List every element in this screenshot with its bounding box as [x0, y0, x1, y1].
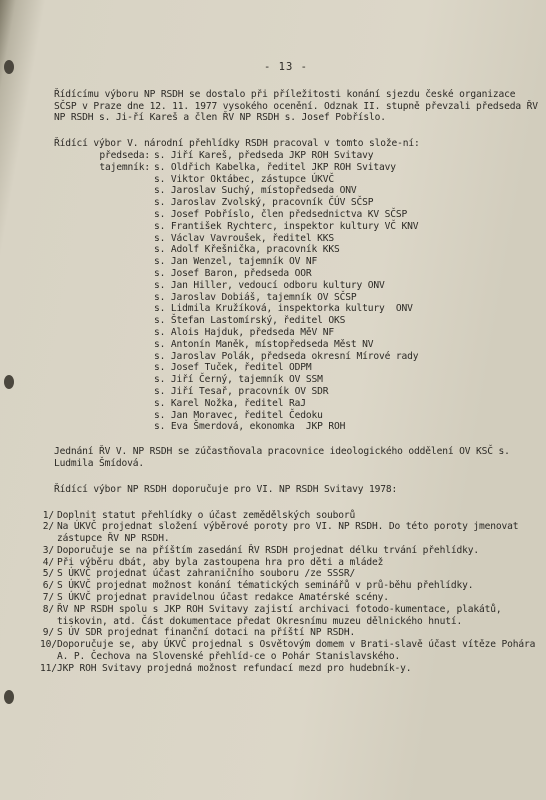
item-number: 1/: [42, 509, 54, 521]
recommendation-item: [42, 521, 538, 545]
member-name: s. Jiří Černý, tajemník OV SSM: [154, 374, 323, 386]
recommendation-item: [42, 568, 538, 580]
member-name: s. Oldřich Kabelka, ředitel JKP ROH Svitavy: [154, 161, 396, 173]
item-number: 8/: [42, 603, 54, 615]
item-text: Doporučuje se, aby ÚKVČ projednal s Osvětovým domem v Brati-slavě účast vítěze Pohára A. P. Čechova na Slovenské přehlíd-ce o Pohár Stanislavského.: [57, 639, 541, 663]
committee-member: [54, 268, 538, 280]
item-number: 6/: [42, 580, 54, 592]
recommendation-list: [40, 509, 541, 675]
page-number: - 13 -: [264, 61, 308, 73]
member-role: [54, 174, 154, 186]
member-role: [54, 303, 154, 315]
item-number: 5/: [42, 568, 54, 580]
member-role: [54, 280, 154, 292]
member-name: s. Jaroslav Zvolský, pracovník ČÚV SČSP: [154, 197, 374, 209]
item-text: S ÚV SDR projednat finanční dotaci na příští NP RSDH.: [57, 627, 356, 639]
committee-member: [54, 292, 538, 304]
member-name: s. Jan Hiller, vedoucí odboru kultury ONV: [154, 279, 385, 291]
member-role: [54, 339, 154, 351]
member-name: s. Josef Pobříslo, člen předsednictva KV SČSP: [154, 208, 408, 220]
item-number: 4/: [42, 556, 54, 568]
item-text: S ÚKVČ projednat účast zahraničního souboru /ze SSSR/: [57, 568, 356, 580]
member-name: s. Antonín Maněk, místopředseda Měst NV: [154, 338, 374, 350]
committee-member: [54, 233, 538, 245]
member-name: s. Josef Tuček, ředitel ODPM: [154, 362, 312, 374]
member-role: [54, 410, 154, 422]
member-name: s. Jiří Kareš, předseda JKP ROH Svitavy: [154, 149, 374, 161]
committee-member: [54, 315, 538, 327]
committee-member: [54, 185, 538, 197]
member-role: tajemník:: [99, 161, 150, 173]
member-name: s. Adolf Křešnička, pracovník KKS: [154, 244, 340, 256]
committee-member: [54, 280, 538, 292]
member-name: s. Karel Nožka, ředitel RaJ: [154, 397, 306, 409]
member-name: s. Lidmila Kružíková, inspektorka kultury ONV: [154, 303, 413, 315]
item-number: 10/: [40, 639, 57, 651]
member-role: [54, 185, 154, 197]
committee-member: [54, 209, 538, 221]
recommendation-item: [42, 592, 538, 604]
punch-hole: [4, 60, 14, 74]
committee-member: [54, 410, 538, 422]
member-role: [54, 244, 154, 256]
member-role: [54, 256, 154, 268]
committee-member: [54, 197, 538, 209]
committee-member: [54, 303, 538, 315]
committee-member: [54, 398, 538, 410]
binding-holes: [4, 0, 18, 800]
recommendation-item: [42, 627, 538, 639]
punch-hole: [4, 375, 14, 389]
member-name: s. Jan Moravec, ředitel Čedoku: [154, 409, 323, 421]
member-role: [54, 315, 154, 327]
committee-member: [54, 162, 538, 174]
committee-member: [54, 221, 538, 233]
member-name: s. Josef Baron, předseda OOR: [154, 267, 312, 279]
item-text: ŘV NP RSDH spolu s JKP ROH Svitavy zajistí archivaci fotodo-kumentace, plakátů, tiskovin, atd. Část dokumentace předat Okresnímu muzeu dělnického hnutí.: [57, 603, 508, 627]
committee-member: [54, 150, 538, 162]
member-name: s. Jaroslav Suchý, místopředseda ONV: [154, 185, 357, 197]
punch-hole: [4, 690, 14, 704]
committee-member: [54, 362, 538, 374]
member-name: s. Jaroslav Dobiáš, tajemník OV SČSP: [154, 291, 357, 303]
member-name: s. Štefan Lastomírský, ředitel OKS: [154, 315, 346, 327]
member-role: [54, 209, 154, 221]
member-name: s. Jan Wenzel, tajemník OV NF: [154, 256, 318, 268]
item-number: 3/: [42, 544, 54, 556]
member-role: [54, 386, 154, 398]
typewritten-text: [40, 61, 544, 675]
member-name: s. Viktor Oktábec, zástupce ÚKVČ: [154, 173, 335, 185]
recommendation-item: [42, 580, 538, 592]
item-text: Doplnit statut přehlídky o účast zemědělských souborů: [57, 509, 356, 521]
member-role: [54, 374, 154, 386]
member-name: s. Eva Šmerdová, ekonomka JKP ROH: [154, 421, 346, 433]
member-role: [54, 197, 154, 209]
recommendation-item: [40, 639, 541, 663]
item-number: 2/: [42, 521, 54, 533]
recommendation-item: [42, 509, 538, 522]
committee-member: [54, 351, 538, 363]
member-role: [54, 362, 154, 374]
item-number: 11/: [40, 662, 57, 674]
member-role: [54, 327, 154, 339]
member-name: s. Alois Hajduk, předseda MěV NF: [154, 326, 335, 338]
member-role: [54, 268, 154, 280]
recommendation-item: [42, 603, 538, 628]
member-role: [54, 221, 154, 233]
member-name: s. Jiří Tesař, pracovník OV SDR: [154, 385, 329, 397]
ideology-note: Jednání ŘV V. NP RSDH se zúčastňovala pracovnice ideologického oddělení OV KSČ s. Ludmila Šmídová.: [54, 446, 516, 469]
intro-paragraph: Řídícímu výboru NP RSDH se dostalo při příležitosti konání sjezdu české organizace SČSP v Praze dne 12. 11. 1977 vysokého ocenění. Odznak II. stupně převzali předseda ŘV NP RSDH s. Ji-ří Kareš a člen ŘV NP RSDH s. Josef Pobříslo.: [54, 88, 544, 124]
item-text: Při výběru dbát, aby byla zastoupena hra pro děti a mládež: [57, 556, 384, 568]
member-role: [54, 421, 154, 433]
member-name: s. František Rychterc, inspektor kultury VČ KNV: [154, 220, 419, 232]
member-role: [54, 351, 154, 363]
committee-member: [54, 386, 538, 398]
recommendation-item: [40, 662, 538, 675]
committee-member: [54, 244, 538, 256]
member-name: s. Václav Vavroušek, ředitel KKS: [154, 232, 335, 244]
member-role: [54, 292, 154, 304]
member-role: předseda:: [99, 149, 150, 161]
committee-member: [54, 174, 538, 186]
committee-member: [54, 327, 538, 339]
committee-heading: Řídící výbor V. národní přehlídky RSDH pracoval v tomto slože-ní:: [54, 138, 420, 150]
committee-list: [54, 150, 538, 433]
committee-member: [54, 421, 538, 433]
item-number: 7/: [42, 592, 54, 604]
member-role: [54, 398, 154, 410]
committee-member: [54, 339, 538, 351]
item-text: Na ÚKVČ projednat složení výběrové poroty pro VI. NP RSDH. Do této poroty jmenovat zástupce ŘV NP RSDH.: [57, 521, 524, 545]
member-role: [54, 233, 154, 245]
member-name: s. Jaroslav Polák, předseda okresní Mírové rady: [154, 350, 419, 362]
item-text: Doporučuje se na příštím zasedání ŘV RSDH projednat délku trvání přehlídky.: [57, 544, 479, 556]
committee-member: [54, 374, 538, 386]
item-text: JKP ROH Svitavy projedná možnost refundací mezd pro hudebník-y.: [57, 662, 412, 674]
recommendation-item: [42, 556, 538, 569]
item-number: 9/: [42, 627, 54, 639]
recommend-heading: Řídící výbor NP RSDH doporučuje pro VI. NP RSDH Svitavy 1978:: [54, 483, 398, 495]
committee-member: [54, 256, 538, 268]
recommendation-item: [42, 544, 538, 557]
item-text: S ÚKVČ projednat pravidelnou účast redakce Amatérské scény.: [57, 592, 389, 604]
item-text: S ÚKVČ projednat možnost konání tématických seminářů v prů-běhu přehlídky.: [57, 580, 474, 592]
